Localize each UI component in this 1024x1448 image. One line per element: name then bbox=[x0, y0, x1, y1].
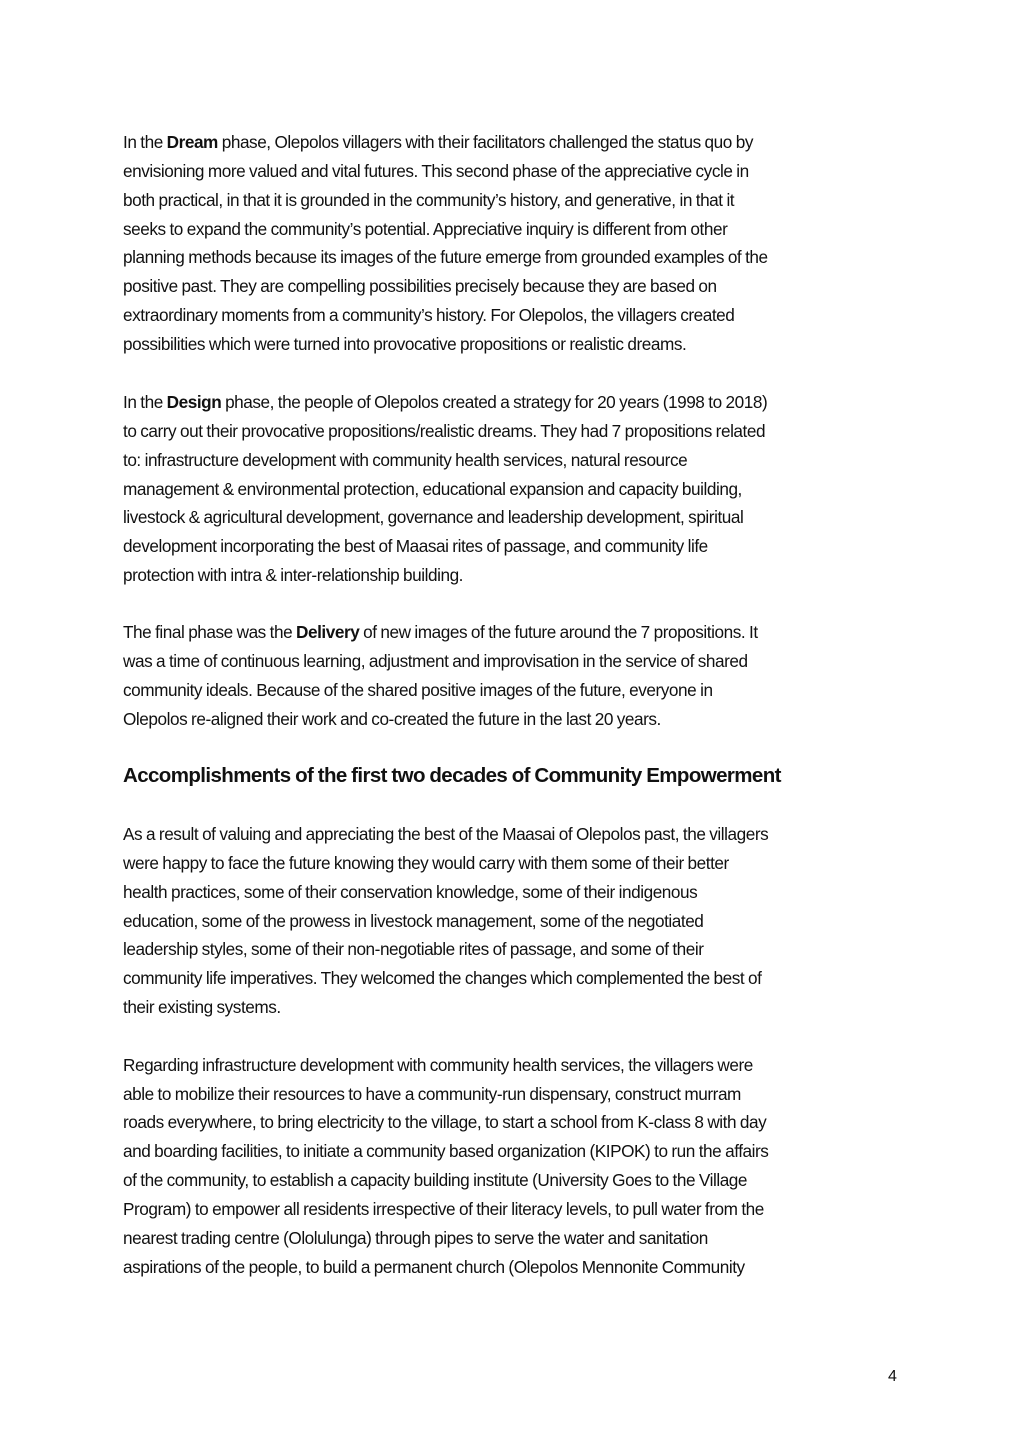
text-line: In the Design phase, the people of Olepolos created a strategy for 20 years (1998 to 2018) bbox=[123, 392, 768, 412]
text-line: protection with intra & inter-relationship building. bbox=[123, 565, 464, 585]
text-line: The final phase was the Delivery of new images of the future around the 7 propositions. It bbox=[123, 622, 758, 642]
text-line: extraordinary moments from a community’s history. For Olepolos, the villagers created bbox=[123, 305, 735, 325]
text-line: envisioning more valued and vital futures. This second phase of the appreciative cycle in bbox=[123, 161, 749, 181]
text-line: community ideals. Because of the shared positive images of the future, everyone in bbox=[123, 680, 713, 700]
text-line: As a result of valuing and appreciating the best of the Maasai of Olepolos past, the villagers bbox=[123, 824, 769, 844]
text-line: Program) to empower all residents irrespective of their literacy levels, to pull water from the bbox=[123, 1199, 764, 1219]
text-line: Regarding infrastructure development with community health services, the villagers were bbox=[123, 1055, 753, 1075]
text-line: possibilities which were turned into provocative propositions or realistic dreams. bbox=[123, 334, 687, 354]
text-line: planning methods because its images of the future emerge from grounded examples of the bbox=[123, 247, 768, 267]
text-line: community life imperatives. They welcomed the changes which complemented the best of bbox=[123, 968, 762, 988]
text-line: were happy to face the future knowing they would carry with them some of their better bbox=[123, 853, 729, 873]
text-line: nearest trading centre (Ololulunga) through pipes to serve the water and sanitation bbox=[123, 1228, 708, 1248]
section-heading: Accomplishments of the first two decades of Community Empowerment bbox=[123, 764, 781, 787]
bold-term-delivery: Delivery bbox=[296, 622, 360, 642]
text-line: seeks to expand the community’s potential. Appreciative inquiry is different from other bbox=[123, 219, 728, 239]
text-line: of the community, to establish a capacity building institute (University Goes to the Village bbox=[123, 1170, 748, 1190]
bold-term-design: Design bbox=[166, 392, 222, 412]
text-line: health practices, some of their conservation knowledge, some of their indigenous bbox=[123, 882, 698, 902]
text-line: was a time of continuous learning, adjustment and improvisation in the service of shared bbox=[123, 651, 748, 671]
page-number: 4 bbox=[888, 1368, 897, 1385]
text-line: aspirations of the people, to build a permanent church (Olepolos Mennonite Community bbox=[123, 1257, 745, 1277]
text-line: Olepolos re-aligned their work and co-created the future in the last 20 years. bbox=[123, 709, 661, 729]
text-line: education, some of the prowess in livestock management, some of the negotiated bbox=[123, 911, 704, 931]
text-line: and boarding facilities, to initiate a community based organization (KIPOK) to run the affairs bbox=[123, 1141, 769, 1161]
text-line: both practical, in that it is grounded in the community’s history, and generative, in that it bbox=[123, 190, 735, 210]
text-line: to carry out their provocative propositions/realistic dreams. They had 7 propositions related bbox=[123, 421, 766, 441]
text-line: livestock & agricultural development, governance and leadership development, spiritual bbox=[123, 507, 744, 527]
text-line: their existing systems. bbox=[123, 997, 281, 1017]
text-line: leadership styles, some of their non-negotiable rites of passage, and some of their bbox=[123, 939, 704, 959]
text-line: management & environmental protection, educational expansion and capacity building, bbox=[123, 479, 742, 499]
text-line: to: infrastructure development with community health services, natural resource bbox=[123, 450, 688, 470]
text-line: positive past. They are compelling possibilities precisely because they are based on bbox=[123, 276, 717, 296]
text-line: development incorporating the best of Maasai rites of passage, and community life bbox=[123, 536, 708, 556]
text-line: In the Dream phase, Olepolos villagers with their facilitators challenged the status quo by bbox=[123, 132, 753, 152]
text-line: able to mobilize their resources to have a community-run dispensary, construct murram bbox=[123, 1084, 741, 1104]
bold-term-dream: Dream bbox=[166, 132, 218, 152]
text-line: roads everywhere, to bring electricity to the village, to start a school from K-class 8 with day bbox=[123, 1112, 767, 1132]
